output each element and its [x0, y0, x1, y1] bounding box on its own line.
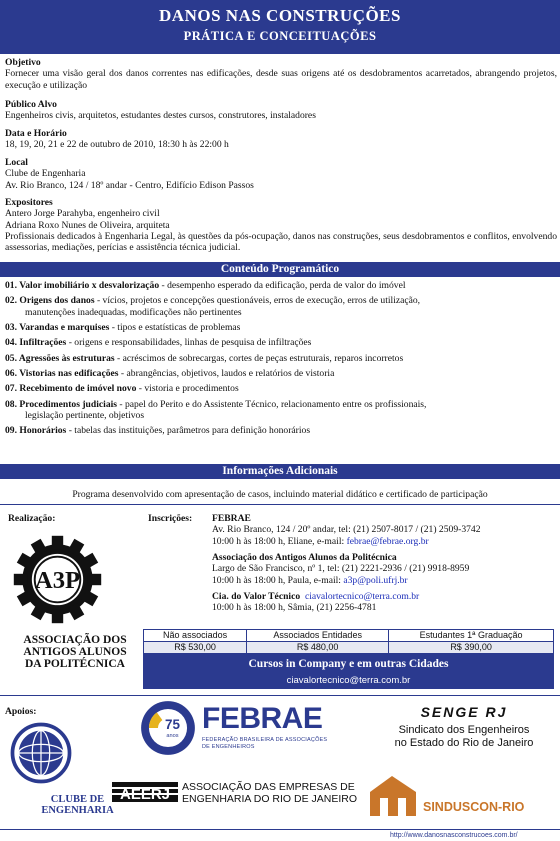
expositores-desc: Profissionais dedicados à Engenharia Legal, às questões da pós-ocupação, danos nas construções, seus desdobramentos e conflitos, envolvendo assessorias, mediações, perícias e assistência técnica judicial. — [5, 230, 557, 254]
program-item-title: 09. Honorários — [5, 425, 67, 437]
publico-text: Engenheiros civis, arquitetos, estudantes destes cursos, construtores, instaladores — [5, 110, 316, 122]
data-text: 18, 19, 20, 21 e 22 de outubro de 2010, 18:30 h às 22:00 h — [5, 139, 229, 151]
publico-label: Público Alvo — [5, 99, 57, 110]
price-table — [143, 629, 554, 654]
aeerj-logo — [112, 778, 362, 808]
objetivo-label: Objetivo — [5, 57, 41, 68]
febrae-logo-name: FEBRAE — [202, 702, 323, 735]
aeerj-name — [182, 781, 357, 805]
publico-section — [5, 99, 557, 122]
clube-engenharia-name — [40, 794, 115, 816]
expositor-1: Antero Jorge Parahyba, engenheiro civil — [5, 208, 160, 220]
a3p-gear-logo-icon — [10, 532, 105, 627]
program-item-line — [5, 425, 557, 436]
incompany-email-link[interactable]: ciavalortecnico@terra.com.br — [286, 674, 411, 686]
clube-line2: ENGENHARIA — [41, 805, 114, 817]
program-item-line — [5, 337, 557, 348]
program-list — [5, 280, 557, 440]
sinduscon-building-icon — [368, 772, 418, 818]
program-item-line — [5, 368, 557, 379]
valor-org — [212, 591, 556, 602]
expositores-label: Expositores — [5, 197, 53, 208]
valor-org-name: Cia. do Valor Técnico — [212, 590, 301, 602]
aeerj-mark-icon — [112, 778, 178, 806]
senge-line1: Sindicato dos Engenheiros — [398, 723, 530, 736]
apoios-label: Apoios: — [5, 706, 37, 717]
objetivo-section — [5, 57, 557, 91]
local-label: Local — [5, 157, 28, 168]
objetivo-text: Fornecer uma visão geral dos danos correntes nas edificações, desde suas origens até os desdobramentos acarretados, abrangendo projetos, execução e utilização — [5, 68, 557, 91]
program-item — [5, 425, 557, 436]
a3p-name-line2: ANTIGOS ALUNOS — [23, 646, 127, 659]
program-item — [5, 399, 557, 422]
footer-divider — [0, 829, 560, 830]
program-item — [5, 368, 557, 379]
program-item-line — [5, 353, 557, 364]
valor-email-link[interactable]: ciavalortecnico@terra.com.br — [304, 590, 420, 602]
program-item-title: 05. Agressões às estruturas — [5, 352, 115, 364]
program-item-desc: - vistoria e procedimentos — [136, 383, 239, 395]
program-item-desc: - tipos e estatísticas de problemas — [109, 321, 241, 333]
program-item — [5, 280, 557, 291]
price-header-cell: Estudantes 1ª Graduação — [389, 630, 554, 642]
expositor-2: Adriana Roxo Nunes de Oliveira, arquiteta — [5, 219, 170, 231]
program-item-continuation: manutenções inadequadas, modificações não pertinentes — [25, 306, 242, 318]
info-bar: Informações Adicionais — [0, 464, 560, 479]
realizacao-label: Realização: — [8, 513, 56, 524]
data-label: Data e Horário — [5, 128, 67, 139]
price-header-cell: Não associados — [144, 630, 247, 642]
febrae-logo-sub: FEDERAÇÃO BRASILEIRA DE ASSOCIAÇÕES DE ENGENHEIROS — [202, 737, 328, 750]
program-item-line — [5, 280, 557, 291]
sinduscon-logo — [368, 772, 556, 820]
febrae-badge-sub: anos — [166, 732, 179, 739]
assoc-email-link[interactable]: a3p@poli.ufrj.br — [343, 574, 408, 586]
divider — [0, 695, 560, 696]
price-value-cell: R$ 390,00 — [389, 642, 554, 654]
program-item-desc: - vícios, projetos e concepções questionáveis, erros de execução, erros de utilização, — [94, 295, 421, 307]
inscricoes-label: Inscrições: — [148, 513, 193, 524]
program-item — [5, 295, 557, 318]
data-section — [5, 128, 557, 151]
febrae-badge-number: 75 — [165, 717, 180, 733]
program-item-title: 08. Procedimentos judiciais — [5, 398, 118, 410]
program-item-continuation: legislação pertinente, objetivos — [25, 409, 145, 421]
conteudo-bar: Conteúdo Programático — [0, 262, 560, 277]
senge-name: SENGE RJ — [420, 704, 508, 720]
program-item-title: 04. Infiltrações — [5, 337, 67, 349]
price-value-cell: R$ 530,00 — [144, 642, 247, 654]
senge-line2: no Estado do Rio de Janeiro — [394, 736, 534, 749]
febrae-email-link[interactable]: febrae@febrae.org.br — [346, 535, 429, 547]
program-item-title: 07. Recebimento de imóvel novo — [5, 383, 137, 395]
local-section — [5, 157, 557, 191]
price-value-row — [144, 642, 554, 654]
page-title: DANOS NAS CONSTRUÇÕES — [159, 6, 401, 25]
program-item-desc: - desempenho esperado da edificação, perda de valor do imóvel — [159, 280, 406, 291]
header-banner — [0, 0, 560, 54]
program-item-line — [5, 383, 557, 394]
clube-engenharia-globe-icon — [10, 722, 72, 784]
page-subtitle: PRÁTICA E CONCEITUAÇÕES — [183, 29, 377, 44]
febrae-address: Av. Rio Branco, 124 / 20º andar, tel: (21) 2507-8017 / (21) 2509-3742 — [212, 524, 481, 536]
febrae-hours — [212, 536, 556, 547]
program-item — [5, 353, 557, 364]
incompany-title: Cursos in Company e em outras Cidades — [248, 658, 449, 670]
program-item-title: 01. Valor imobiliário x desvalorização — [5, 280, 160, 291]
aeerj-line2: ENGENHARIA DO RIO DE JANEIRO — [182, 793, 358, 806]
program-item-line — [5, 295, 557, 306]
febrae-logo — [140, 700, 340, 760]
valor-hours: 10:00 h às 18:00 h, Sâmia, (21) 2256-4781 — [212, 602, 377, 614]
info-text: Programa desenvolvido com apresentação de casos, incluindo material didático e certificado de participação — [72, 489, 488, 500]
sinduscon-name: SINDUSCON-RIO — [423, 800, 525, 814]
clube-line1: CLUBE DE — [50, 794, 105, 805]
febrae-badge-icon — [140, 700, 196, 756]
program-item-desc: - abrangências, objetivos, laudos e relatórios de vistoria — [118, 367, 335, 379]
program-item-title: 03. Varandas e marquises — [5, 321, 110, 333]
local-line2: Av. Rio Branco, 124 / 18º andar - Centro, Edifício Edison Passos — [5, 179, 254, 191]
program-item-desc: - acréscimos de sobrecargas, cortes de peças estruturais, reparos incorretos — [114, 352, 404, 364]
assoc-org-name: Associação dos Antigos Alunos da Politécnica — [212, 551, 397, 563]
local-line1: Clube de Engenharia — [5, 168, 86, 180]
price-header-cell: Associados Entidades — [247, 630, 389, 642]
aeerj-line1: ASSOCIAÇÃO DAS EMPRESAS DE — [182, 781, 355, 793]
program-item-line — [5, 399, 557, 410]
price-header-row — [144, 630, 554, 642]
febrae-org-name: FEBRAE — [212, 513, 251, 524]
inscricoes-list — [212, 513, 556, 614]
a3p-logo-text: A3P — [34, 567, 81, 595]
a3p-name-line1: ASSOCIAÇÃO DOS — [23, 634, 127, 646]
program-item-title: 06. Vistorias nas edificações — [5, 367, 119, 379]
incompany-box — [143, 654, 554, 689]
program-item-line — [5, 322, 557, 333]
expositores-section — [5, 197, 557, 254]
a3p-name-line3: DA POLITÉCNICA — [24, 658, 125, 671]
assoc-address: Largo de São Francisco, nº 1, tel: (21) 2221-2936 / (21) 9918-8959 — [212, 563, 470, 575]
assoc-hours — [212, 575, 556, 586]
program-item-title: 02. Origens dos danos — [5, 295, 95, 307]
program-item — [5, 337, 557, 348]
program-item-desc: - tabelas das instituições, parâmetros para definição honorários — [66, 425, 311, 437]
program-item — [5, 383, 557, 394]
aeerj-mark-text: AEERJ — [119, 786, 171, 803]
program-item — [5, 322, 557, 333]
senge-rj-logo — [372, 704, 556, 754]
program-item-desc: - origens e responsabilidades, linhas de pesquisa de infiltrações — [66, 337, 312, 349]
divider — [0, 504, 560, 505]
program-item-desc: - papel do Perito e do Assistente Técnico, relacionamento entre os profissionais, — [117, 398, 427, 410]
assoc-hours-text: 10:00 h às 18:00 h, Paula, e-mail: — [212, 574, 344, 586]
a3p-name — [0, 634, 150, 670]
febrae-hours-text: 10:00 h às 18:00 h, Eliane, e-mail: — [212, 535, 347, 547]
footer-url-link[interactable]: http://www.danosnasconstrucoes.com.br/ — [390, 832, 518, 839]
price-value-cell: R$ 480,00 — [247, 642, 389, 654]
